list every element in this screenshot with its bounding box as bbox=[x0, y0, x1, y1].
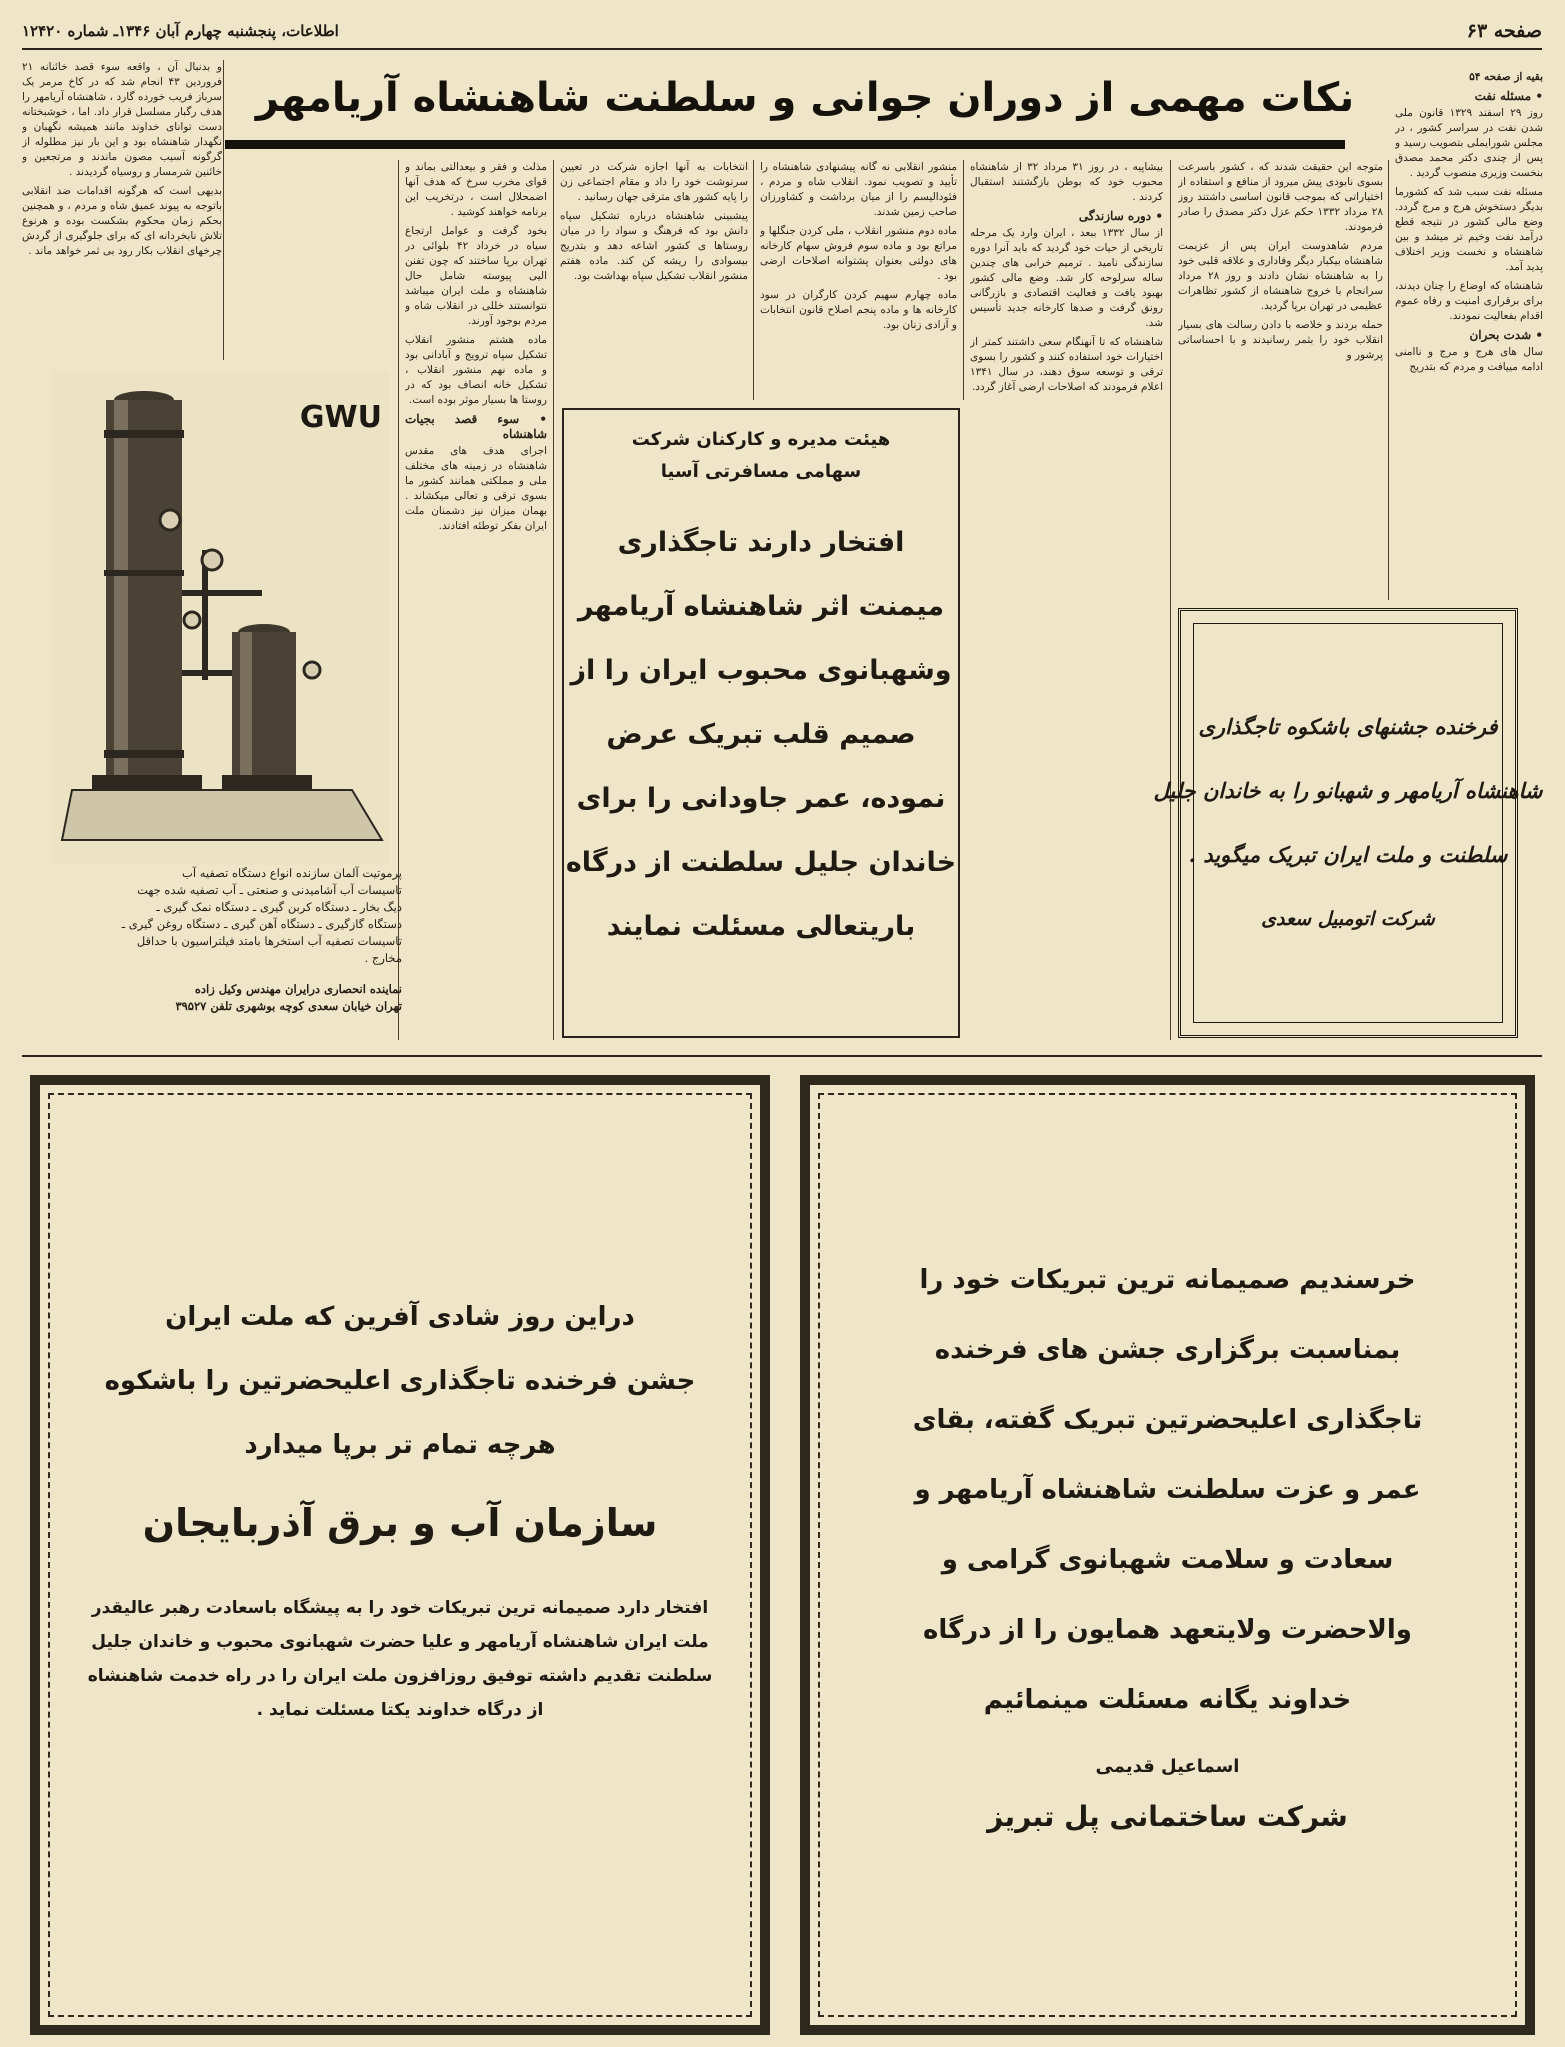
water-tank-image bbox=[52, 370, 390, 865]
subheading-construction: • دوره سازندگی bbox=[1078, 209, 1163, 223]
headline-rule bbox=[225, 140, 1345, 149]
article-column-7 bbox=[22, 60, 222, 360]
ad-line: جشن فرخنده تاجگذاری اعلیحضرتین را باشکوه bbox=[104, 1366, 696, 1396]
caption-line: دستگاه گازگیری ـ دستگاه آهن گیری ـ دستگاه روغن گیری ـ bbox=[121, 917, 402, 931]
ad-line: باریتعالی مسئلت نمایند bbox=[606, 911, 916, 942]
caption-line: تاسیسات آب آشامیدنی و صنعتی ـ آب تصفیه شده جهت bbox=[137, 883, 402, 897]
paragraph: بیشاپیه ، در روز ۳۱ مرداد ۳۲ از شاهنشاه محبوب خود که بوطن بازگشتند استقبال کردند . bbox=[970, 161, 1163, 203]
page-header bbox=[22, 14, 1542, 50]
ad-line: خاندان جلیل سلطنت از درگاه bbox=[565, 847, 957, 878]
article-column-5a bbox=[560, 160, 748, 400]
paragraph: منشور انقلابی نه گانه پیشنهادی شاهنشاه را تأیید و تصویب نمود. انقلاب شاه و مردم ، فئودالیسم را از میان برداشت و کشاورزان صاحب زمین شدند. bbox=[760, 161, 957, 218]
ad-lead: هیئت مدیره و کارکنان شرکت bbox=[631, 429, 891, 450]
article-column-4 bbox=[760, 160, 957, 400]
paragraph: متوجه این حقیقت شدند که ، کشور باسرعت بسوی نابودی پیش میرود از منافع و استفاده از اختیاراتی که بموجب قانون اساسی داشتند روز ۲۸ مرداد ۱۳۳۲ حکم عزل دکتر مصدق را صادر فرمودند. bbox=[1178, 161, 1383, 233]
column-divider bbox=[223, 60, 224, 360]
ad-organization: سازمان آب و برق آذربایجان bbox=[142, 1501, 658, 1545]
column-divider bbox=[753, 160, 754, 400]
caption-line: دیگ بخار ـ دستگاه کربن گیری ـ دستگاه نمک گیری ـ bbox=[156, 900, 402, 914]
paragraph: مذلت و فقر و بیعدالتی بماند و قوای مخرب سرخ که هدف آنها اضمحلال است ، درتخریب این برنامه خواهند کوشید . bbox=[405, 161, 547, 218]
water-treatment-illustration bbox=[52, 370, 390, 865]
page-number: صفحه ۶۳ bbox=[1466, 20, 1542, 42]
pol-tabriz-construction-ad bbox=[800, 1075, 1535, 2035]
column-divider bbox=[963, 160, 964, 400]
paragraph: شاهنشاه که تا آنهنگام سعی داشتند کمتر از اختیارات خود استفاده کنند و کشور را بسوی ترقی و توسعه سوق دهند، در سال ۱۳۴۱ اعلام فرمودند که اصلاحات ارضی آغاز گردد. bbox=[970, 336, 1163, 393]
paragraph: روز ۲۹ اسفند ۱۳۲۹ قانون ملی شدن نفت در سراسر کشور ، در مجلس شورایملی بتصویب رسید و پس از چندی دکتر محمد مصدق بنخست وزیری منصوب گردید . bbox=[1395, 107, 1543, 179]
article-headline: نکات مهمی از دوران جوانی و سلطنت شاهنشاه آریامهر bbox=[255, 75, 1355, 121]
ad-line: شاهنشاه آریامهر و شهبانو را به خاندان جلیل bbox=[1153, 778, 1543, 803]
article-column-1 bbox=[1395, 70, 1543, 580]
subheading-crisis: • شدت بحران bbox=[1469, 328, 1543, 342]
column-divider bbox=[1388, 160, 1389, 600]
ad-line: هرچه تمام تر برپا میدارد bbox=[244, 1430, 556, 1460]
ad-line: والاحضرت ولایتعهد همایون را از درگاه bbox=[923, 1615, 1412, 1645]
ad-line: عمر و عزت سلطنت شاهنشاه آریامهر و bbox=[914, 1475, 1421, 1505]
ad-line: خرسندیم صمیمانه ترین تبریکات خود را bbox=[919, 1265, 1416, 1295]
continued-from: بقیه از صفحه ۵۴ bbox=[1469, 71, 1543, 83]
caption-line: مخارج . bbox=[364, 951, 402, 965]
ad-line: دراین روز شادی آفرین که ملت ایران bbox=[165, 1302, 635, 1332]
azerbaijan-water-power-ad bbox=[30, 1075, 770, 2035]
caption-line: تاسیسات تصفیه آب استخرها بامتد فیلتراسیون با حداقل bbox=[136, 934, 402, 948]
paragraph: بدیهی است که هرگونه اقدامات ضد انقلابی باتوجه به پیوند عمیق شاه و مردم ، و همچنین بحکم زمان محکوم بشکست بوده و هرنوع تلاش نابخردانه ای که برای جلوگیری از گردش چرخهای انقلاب بکار رود بی ثمر خواهد ماند . bbox=[22, 185, 222, 257]
subheading-oil: • مسئله نفت bbox=[1474, 89, 1543, 103]
paragraph: شاهنشاه که اوضاع را چنان دیدند، برای برقراری امنیت و رفاه عموم اقدام بفعالیت نمودند. bbox=[1395, 280, 1543, 322]
ad-company: شرکت اتومبیل سعدی bbox=[1261, 908, 1435, 930]
subheading-assassination: • سوء قصد بجیات شاهنشاه bbox=[405, 412, 547, 441]
illustration-caption bbox=[22, 865, 402, 1055]
paragraph: اجرای هدف های مقدس شاهنشاه در زمینه های مختلف ملی و مملکتی همانند کشور ما بسوی ترقی و تعالی میکشاند . بهمان میزان نیز دشمنان ملت ایران بفکر توطئه افتادند. bbox=[405, 445, 547, 532]
paragraph: مسئله نفت سبب شد که کشورما بدیگر دستخوش هرج و مرج گردد. وضع مالی کشور در نتیجه قطع درآمد نفت وخیم تر میشد و بین شاهنشاه و نخست وزیر اختلاف پدید آمد. bbox=[1395, 186, 1543, 273]
ad-line: نموده، عمر جاودانی را برای bbox=[576, 783, 946, 814]
paragraph: انتخابات به آنها اجازه شرکت در تعیین سرنوشت خود را داد و مقام اجتماعی زن را پایه کشور های مترقی جهان رسانید . bbox=[560, 161, 748, 203]
ad-inner-frame bbox=[48, 1093, 752, 2017]
paragraph: بخود گرفت و عوامل ارتجاع سیاه در خرداد ۴۲ بلوائی در تهران برپا ساختند که چون تفنن الیی پیوسته شامل حال شاهنشاه و ملت ایران میباشد نتوانستند خللی در انقلاب شاه و مردم بوجود آورند. bbox=[405, 225, 547, 327]
paragraph: مردم شاهدوست ایران پس از عزیمت شاهنشاه بیکبار دیگر وفاداری و علاقه قلبی خود را به شاهنشاه نشان دادند و روز ۲۸ مرداد سرانجام با خروج شاهنشاه از کشور تظاهرات عظیمی در تهران برپا گردید. bbox=[1178, 240, 1383, 312]
ad-line: سعادت و سلامت شهبانوی گرامی و bbox=[941, 1545, 1394, 1575]
ad-line: تاجگذاری اعلیحضرتین تبریک گفته، بقای bbox=[912, 1405, 1423, 1435]
agent-line: نماینده انحصاری درایران مهندس وکیل زاده bbox=[194, 982, 402, 996]
asia-travel-ad bbox=[562, 408, 960, 1038]
paragraph: ماده چهارم سهیم کردن کارگران در سود کارخانه ها و ماده پنجم اصلاح قانون انتخابات و آزادی زنان بود. bbox=[760, 289, 957, 331]
paragraph: سال های هرج و مرج و ناامنی ادامه مییافت و مردم که بتدریج bbox=[1395, 346, 1543, 373]
ad-inner-frame bbox=[1153, 623, 1543, 1023]
ad-line: افتخار دارند تاجگذاری bbox=[617, 527, 905, 558]
ad-line: فرخنده جشنهای باشکوه تاجگذاری bbox=[1198, 714, 1498, 739]
ad-line: بمناسبت برگزاری جشن های فرخنده bbox=[934, 1335, 1401, 1365]
paragraph: حمله بردند و خلاصه با دادن رسالت های بسیار انقلاب خود را بثمر رسانیدند و با احساساتی پرشور و bbox=[1178, 319, 1383, 361]
paragraph: پیشبینی شاهنشاه درباره تشکیل سپاه دانش بود که فرهنگ و سواد را در میان روستاها ی کشور اشاعه دهد و بتدریج بیسوادی را ریشه کن کند. ماده هفتم منشور انقلاب تشکیل سپاه بهداشت بود. bbox=[560, 210, 748, 282]
paragraph: ماده هشتم منشور انقلاب تشکیل سپاه ترویج و آبادانی بود و ماده نهم منشور انقلاب ، تشکیل خانه انصاف بود که در روستا ها بسیار موثر بوده است. bbox=[405, 334, 547, 406]
ad-inner-frame bbox=[818, 1093, 1517, 2017]
ad-body: افتخار دارد صمیمانه ترین تبریکات خود را به پیشگاه باسعادت رهبر عالیقدر ملت ایران شاهنشاه آریامهر و علیا حضرت شهبانوی محبوب و خاندان جلیل سلطنت تقدیم داشته توفیق روزافزون ملت ایران را در راه خدمت شاهنشاه از درگاه خداوند یکتا مسئلت نماید . bbox=[87, 1598, 713, 1720]
column-divider bbox=[553, 160, 554, 1040]
issue-line: اطلاعات، پنجشنبه چهارم آبان ۱۳۴۶ـ شماره ۱۲۴۲۰ bbox=[22, 22, 339, 40]
ad-company: شرکت ساختمانی پل تبریز bbox=[987, 1800, 1348, 1833]
gwu-logo: GWU bbox=[299, 400, 382, 435]
ad-line: خداوند یگانه مسئلت مینمائیم bbox=[983, 1685, 1352, 1715]
paragraph: از سال ۱۳۳۲ ببعد ، ایران وارد یک مرحله تاریخی از حیات خود گردید که باید آنرا دوره سازندگی نامید . ترمیم خرابی های چندین ساله سرلوحه کار شد. وضع مالی کشور بهبود یافت و فعالیت اقتصادی و بازرگانی رونق گرفت و صدها کارخانه جدید تأسیس شد. bbox=[970, 227, 1163, 329]
paragraph: و بدنبال آن ، واقعه سوء قصد خائنانه ۲۱ فروردین ۴۳ انجام شد که در کاخ مرمر یک سرباز فریب خورده گارد ، شاهنشاه آریامهر را هدف رگبار مسلسل قرار داد. اما ، خوشبختانه دست توانای خداوند مانند همیشه نگهبان و نگهدار شاهنشاه بود و این بار نیز مطلوله از گرگونه آسیب مصون ماندند و مرتجعین و خائنین شرمسار و روسیاه گردیدند . bbox=[22, 61, 222, 178]
ad-line: سلطنت و ملت ایران تبریک میگوید . bbox=[1188, 842, 1508, 867]
paragraph: ماده دوم منشور انقلاب ، ملی کردن جنگلها و مراتع بود و ماده سوم فروش سهام کارخانه های دولتی بعنوان پشتوانه اصلاحات ارضی بود . bbox=[760, 225, 957, 282]
ad-line: میمنت اثر شاهنشاه آریامهر bbox=[577, 591, 945, 622]
ad-signatory: اسماعیل قدیمی bbox=[1095, 1756, 1240, 1777]
section-divider bbox=[22, 1055, 1542, 1057]
article-column-2 bbox=[1178, 160, 1383, 600]
article-column-3 bbox=[970, 160, 1163, 1040]
saadi-auto-ad bbox=[1153, 608, 1543, 1038]
column-divider bbox=[1170, 160, 1171, 1040]
ad-line: صمیم قلب تبریک عرض bbox=[606, 719, 916, 750]
ad-lead: سهامی مسافرتی آسیا bbox=[660, 461, 862, 482]
article-column-6 bbox=[405, 160, 547, 1040]
ad-line: وشهبانوی محبوب ایران را از bbox=[570, 655, 952, 686]
caption-line: پرموتیت آلمان سازنده انواع دستگاه تصفیه آب bbox=[182, 866, 402, 880]
address-line: تهران خیابان سعدی کوچه بوشهری تلفن ۳۹۵۲۷ bbox=[175, 999, 402, 1013]
